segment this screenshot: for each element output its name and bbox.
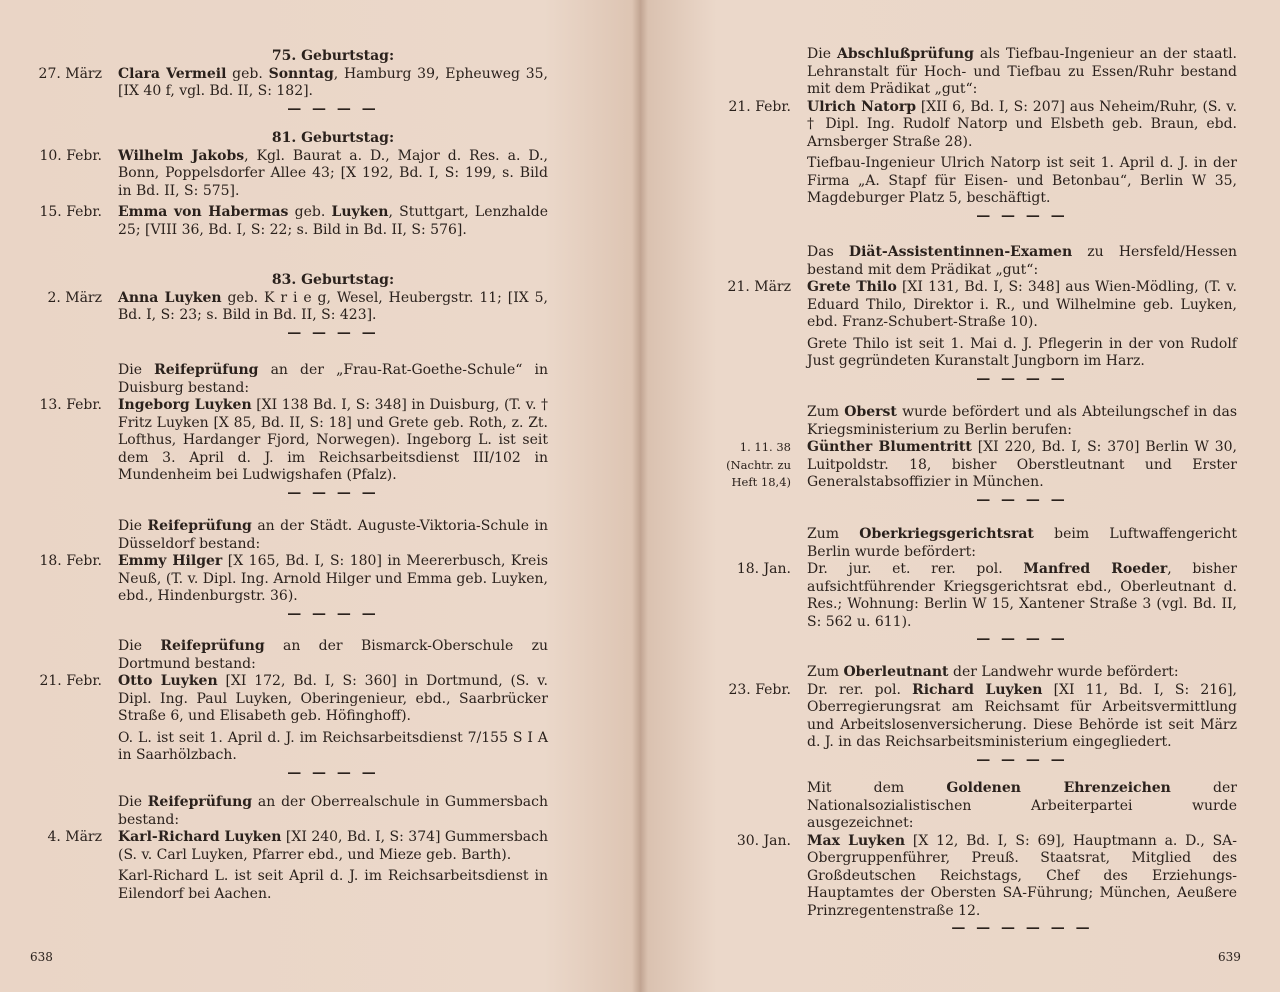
reifepruefung-duisburg-section bbox=[28, 362, 548, 501]
entry-date: 18. Jan. bbox=[736, 561, 791, 577]
separator: — — — — bbox=[976, 491, 1068, 508]
entry-text bbox=[807, 99, 1237, 208]
entry-date: 2. März bbox=[47, 289, 102, 306]
entry-date: 23. Febr. bbox=[728, 681, 791, 698]
intro-part: an der Oberrealschule in Gummersbach bestand: bbox=[118, 794, 549, 828]
entry-text-part: [X 165, Bd. I, S: 180] in Meererbusch, Kreis Neuß, (T. v. Dipl. Ing. Arnold Hilger und Emma geb. Luyken, ebd., Hindenburgstr. 36). bbox=[118, 553, 548, 604]
section-intro bbox=[717, 664, 1237, 682]
entry-text-part: , Kgl. Baurat a. D., Major d. Res. a. D., Bonn, Poppelsdorfer Allee 43; [X 192, Bd. I, S: 199, s. Bild in Bd. II, S: 575]. bbox=[118, 147, 549, 199]
entry bbox=[717, 99, 1237, 208]
entry-text-part: [XI 240, Bd. I, S: 374] Gummersbach (S. v. Carl Luyken, Pfarrer ebd., und Mieze geb. Barth). bbox=[118, 829, 549, 863]
entry bbox=[28, 553, 548, 606]
entry-text-part: , Hamburg 39, Epheuweg 35, [IX 40 f, vgl. Bd. II, S: 182]. bbox=[118, 65, 548, 99]
intro-keyword: Reifeprüfung bbox=[147, 794, 253, 810]
diaet-examen-section bbox=[717, 244, 1237, 387]
entry-text bbox=[118, 397, 548, 485]
entry-text-part: [X 12, Bd. I, S: 69], Hauptmann a. D., SA-Obergruppenführer, Preuß. Staatsrat, Mitglied des Großdeutschen Reichstags, Chef des Erziehungs-Hauptamtes der Obersten SA-Führung; München, Aeußere Prinzregentenstraße 12. bbox=[807, 832, 1237, 919]
section-intro bbox=[717, 244, 1237, 279]
intro-part: beim Luftwaffengericht Berlin wurde befördert: bbox=[807, 526, 1237, 560]
person-name: Richard Luyken bbox=[912, 681, 1043, 698]
intro-part: Zum bbox=[807, 526, 860, 542]
person-name: Anna Luyken bbox=[118, 289, 222, 306]
intro-part: Das bbox=[807, 244, 849, 260]
person-name: Grete Thilo bbox=[807, 279, 897, 295]
intro-part: an der Bismarck-Oberschule zu Dortmund bestand: bbox=[118, 638, 548, 672]
separator: — — — — bbox=[287, 605, 379, 622]
separator: — — — — bbox=[287, 484, 379, 501]
entry bbox=[717, 561, 1237, 631]
entry bbox=[28, 397, 548, 485]
entry-note: O. L. ist seit 1. April d. J. im Reichsarbeitsdienst 7/155 S I A in Saarhölzbach. bbox=[118, 729, 548, 763]
intro-keyword: Oberleutnant bbox=[843, 664, 949, 680]
entry-text-part: geb. bbox=[226, 65, 269, 82]
birthday-75-section bbox=[28, 48, 548, 117]
entry-date: 27. März bbox=[38, 65, 102, 82]
entry bbox=[28, 290, 548, 325]
entry bbox=[28, 673, 548, 765]
section-heading: 75. Geburtstag: bbox=[271, 48, 395, 64]
person-name: Wilhelm Jakobs bbox=[118, 147, 245, 164]
intro-part: Mit dem bbox=[807, 780, 947, 796]
ehrenzeichen-section bbox=[717, 780, 1237, 936]
person-name: Sonntag bbox=[268, 65, 334, 82]
entry-text bbox=[118, 829, 548, 903]
entry-text-part: [XI 131, Bd. I, S: 348] aus Wien-Mödling, (T. v. Eduard Thilo, Direktor i. R., und Wilhelmine geb. Luyken, ebd. Franz-Schubert-Straße 10). bbox=[807, 279, 1237, 330]
entry-note: Grete Thilo ist seit 1. Mai d. J. Pflegerin in der von Rudolf Just gegründeten Kuranstalt Jungborn im Harz. bbox=[807, 335, 1237, 369]
entry bbox=[28, 204, 548, 239]
entry-date: 30. Jan. bbox=[736, 832, 791, 849]
section-intro bbox=[717, 526, 1237, 561]
entry-text-part: [XI 172, Bd. I, S: 360] in Dortmund, (S. v. Dipl. Ing. Paul Luyken, Oberingenieur, ebd., Saarbrücker Straße 6, und Elisabeth geb. Höfinghoff). bbox=[118, 673, 548, 724]
person-name: Otto Luyken bbox=[118, 673, 218, 689]
entry bbox=[717, 833, 1237, 921]
entry-text bbox=[118, 553, 548, 606]
intro-part: Zum bbox=[807, 404, 845, 420]
intro-part: als Tiefbau-Ingenieur an der staatl. Lehranstalt für Hoch- und Tiefbau zu Essen/Ruhr bestand mit dem Prädikat „gut“: bbox=[807, 46, 1237, 97]
intro-part: an der Städt. Auguste-Viktoria-Schule in Düsseldorf bestand: bbox=[118, 518, 549, 552]
book-gutter bbox=[632, 0, 648, 992]
entry-date: 1. 11. 38 (Nachtr. zu Heft 18,4) bbox=[726, 440, 791, 489]
section-intro bbox=[717, 404, 1237, 439]
entry-text-part: Dr. jur. et. rer. pol. bbox=[807, 561, 1024, 577]
separator: — — — — bbox=[287, 100, 379, 117]
entry-text bbox=[807, 561, 1237, 631]
intro-part: zu Hersfeld/Hessen bestand mit dem Prädikat „gut“: bbox=[807, 244, 1237, 278]
reifepruefung-gummersbach-section bbox=[28, 794, 548, 903]
entry bbox=[28, 148, 548, 201]
separator: — — — — bbox=[976, 751, 1068, 768]
reifepruefung-duesseldorf-section bbox=[28, 518, 548, 622]
intro-part: Zum bbox=[807, 664, 844, 680]
right-page bbox=[640, 0, 1280, 992]
page-number: 639 bbox=[1218, 950, 1241, 964]
person-name: Ingeborg Luyken bbox=[118, 397, 252, 413]
entry-text bbox=[118, 673, 548, 765]
oberst-section bbox=[717, 404, 1237, 508]
intro-part: an der „Frau-Rat-Goethe-Schule“ in Duisburg bestand: bbox=[118, 362, 549, 396]
separator: — — — — — — bbox=[951, 920, 1093, 936]
section-intro bbox=[717, 46, 1237, 99]
separator: — — — — bbox=[976, 207, 1068, 224]
intro-part: Die bbox=[118, 518, 148, 534]
entry-text bbox=[118, 148, 548, 201]
entry-date: 4. März bbox=[47, 829, 102, 845]
intro-keyword: Oberst bbox=[844, 404, 897, 420]
entry-date: 10. Febr. bbox=[39, 147, 102, 164]
entry-text bbox=[807, 439, 1237, 492]
entry-date: 18. Febr. bbox=[39, 553, 102, 569]
person-name: Karl-Richard Luyken bbox=[118, 829, 282, 845]
entry-text-part: [XII 6, Bd. I, S: 207] aus Neheim/Ruhr, (S. v. † Dipl. Ing. Rudolf Natorp und Elsbeth geb. Braun, ebd. Arnsberger Straße 28). bbox=[807, 98, 1237, 150]
section-heading: 81. Geburtstag: bbox=[271, 130, 395, 146]
section-intro bbox=[28, 794, 548, 829]
reifepruefung-dortmund-section bbox=[28, 638, 548, 781]
intro-part: wurde befördert und als Abteilungschef in das Kriegsministerium zu Berlin berufen: bbox=[807, 404, 1237, 438]
intro-part: Die bbox=[807, 46, 838, 62]
entry-note: Tiefbau-Ingenieur Ulrich Natorp ist seit 1. April d. J. in der Firma „A. Stapf für Eisen- und Betonbau“, Berlin W 35, Magdeburger Platz 5, beschäftigt. bbox=[807, 155, 1237, 206]
intro-part: Die bbox=[118, 362, 155, 378]
intro-keyword: Reifeprüfung bbox=[160, 638, 265, 654]
entry-text bbox=[807, 682, 1237, 752]
entry-date: 21. Febr. bbox=[728, 98, 791, 115]
intro-keyword: Oberkriegsgerichtsrat bbox=[859, 526, 1034, 542]
entry-date: 21. Febr. bbox=[39, 673, 102, 689]
entry bbox=[717, 439, 1237, 492]
entry-text bbox=[807, 279, 1237, 371]
separator: — — — — bbox=[976, 631, 1068, 647]
entry-text-part: Dr. rer. pol. bbox=[807, 681, 913, 698]
entry-text bbox=[118, 204, 548, 239]
section-intro bbox=[28, 638, 548, 673]
entry-note: Karl-Richard L. ist seit April d. J. im Reichsarbeitsdienst in Eilendorf bei Aachen. bbox=[118, 868, 548, 902]
intro-keyword: Diät-Assistentinnen-Examen bbox=[848, 244, 1073, 260]
entry-text-part: geb. K r i e g, Wesel, Heubergstr. 11; [IX 5, Bd. I, S: 23; s. Bild in Bd. II, S: 423]. bbox=[118, 289, 549, 323]
separator: — — — — bbox=[976, 370, 1068, 387]
entry-date: 13. Febr. bbox=[39, 397, 102, 413]
entry-text bbox=[807, 833, 1237, 921]
oberkriegsgerichtsrat-section bbox=[717, 526, 1237, 647]
entry-text bbox=[118, 66, 548, 101]
entry bbox=[28, 829, 548, 903]
person-name: Günther Blumentritt bbox=[807, 439, 972, 455]
person-name: Max Luyken bbox=[807, 832, 906, 849]
entry-text-part: [XI 138 Bd. I, S: 348] in Duisburg, (T. v. † Fritz Luyken [X 85, Bd. II, S: 18] und Grete geb. Roth, z. Zt. Lofthus, Hardanger Fjord, Norwegen). Ingeborg L. ist seit dem 3. April d. J. im Reichsarbeitsdienst III/102 in Mundenheim bei Ludwigshafen (Pfalz). bbox=[118, 397, 548, 483]
entry bbox=[717, 682, 1237, 752]
intro-keyword: Goldenen Ehrenzeichen bbox=[946, 780, 1171, 796]
intro-part: Die bbox=[118, 638, 161, 654]
entry-text-part: [XI 11, Bd. I, S: 216], Oberregierungsrat am Reichsamt für Arbeitsvermittlung und Arbeitslosenversicherung. Diese Behörde ist seit März d. J. in das Reichsarbeitsministerium eingegliedert. bbox=[807, 681, 1237, 750]
person-name: Clara Vermeil bbox=[118, 65, 227, 82]
person-name: Manfred Roeder bbox=[1023, 561, 1168, 577]
person-name: Emma von Habermas bbox=[118, 204, 289, 220]
entry-text-part: [XI 220, Bd. I, S: 370] Berlin W 30, Luitpoldstr. 18, bisher Oberstleutnant und Erster Generalstabsoffizier in München. bbox=[807, 439, 1237, 490]
oberleutnant-section bbox=[717, 664, 1237, 768]
intro-part: der Nationalsozialistischen Arbeiterpartei wurde ausgezeichnet: bbox=[807, 780, 1237, 831]
person-name: Ulrich Natorp bbox=[807, 98, 917, 115]
entry-text-part: , Stuttgart, Lenzhalde 25; [VIII 36, Bd. I, S: 22; s. Bild in Bd. II, S: 576]. bbox=[118, 204, 548, 238]
intro-part: Die bbox=[118, 794, 148, 810]
abschlusspruefung-section bbox=[717, 46, 1237, 224]
section-intro bbox=[28, 518, 548, 553]
intro-part: der Landwehr wurde befördert: bbox=[948, 664, 1179, 680]
entry-date: 15. Febr. bbox=[39, 204, 102, 220]
entry-text-part: geb. bbox=[288, 204, 332, 220]
person-name: Luyken bbox=[331, 204, 389, 220]
entry-date: 21. März bbox=[727, 279, 791, 295]
birthday-81-section bbox=[28, 130, 548, 239]
entry-text bbox=[118, 290, 548, 325]
entry bbox=[717, 279, 1237, 371]
section-intro bbox=[717, 780, 1237, 833]
section-heading: 83. Geburtstag: bbox=[271, 272, 395, 288]
page-number: 638 bbox=[30, 950, 53, 964]
section-intro bbox=[28, 362, 548, 397]
entry bbox=[28, 66, 548, 101]
birthday-83-section bbox=[28, 272, 548, 341]
person-name: Emmy Hilger bbox=[118, 553, 223, 569]
intro-keyword: Reifeprüfung bbox=[154, 362, 259, 378]
separator: — — — — bbox=[287, 764, 379, 781]
intro-keyword: Abschlußprüfung bbox=[837, 46, 974, 62]
intro-keyword: Reifeprüfung bbox=[147, 518, 252, 534]
entry-text-part: , bisher aufsichtführender Kriegsgerichtsrat ebd., Oberleutnant d. Res.; Wohnung: Berlin W 15, Xantener Straße 3 (vgl. Bd. II, S: 562 u. 611). bbox=[807, 561, 1237, 630]
separator: — — — — bbox=[287, 324, 379, 341]
